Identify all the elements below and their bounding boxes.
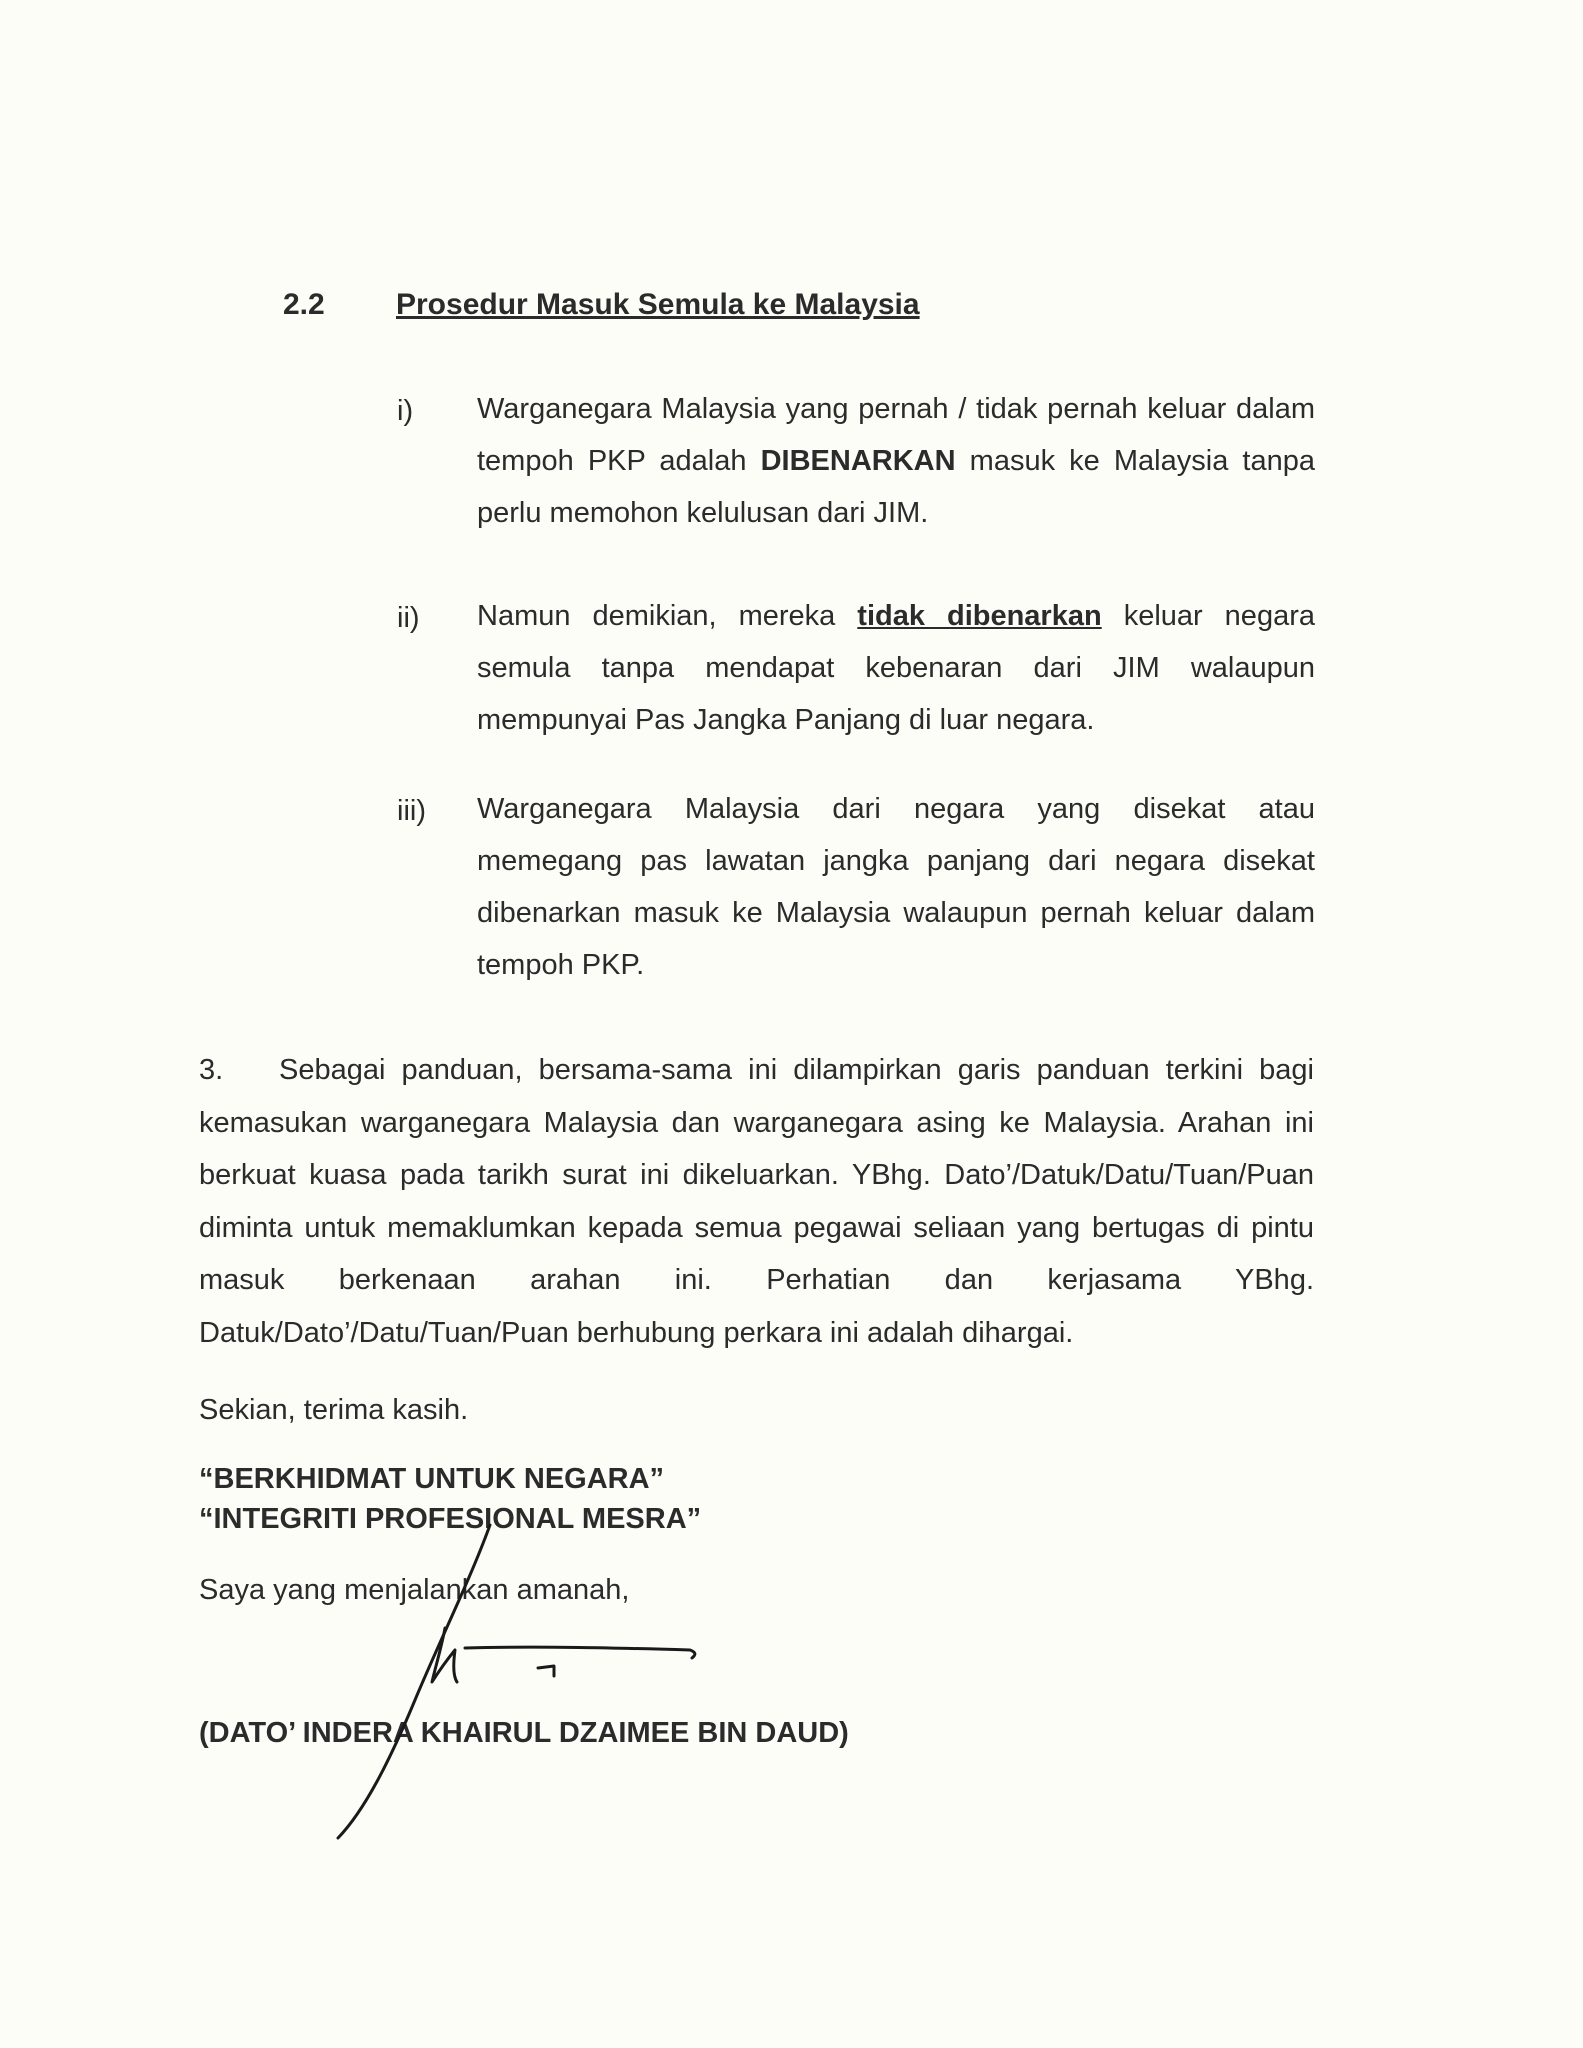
emphasis-text: tidak dibenarkan [857, 600, 1102, 632]
signature [320, 1520, 760, 1850]
list-item: Namun demikian, mereka tidak dibenarkan keluar negara semula tanpa mendapat kebenaran dari JIM walaupun mempunyai Pas Jangka Panjang di luar negara. [477, 600, 1315, 736]
motto-line: “BERKHIDMAT UNTUK NEGARA” [199, 1463, 665, 1495]
list-item: Warganegara Malaysia dari negara yang disekat atau memegang pas lawatan jangka panjang dari negara disekat dibenarkan masuk ke Malaysia walaupun pernah keluar dalam tempoh PKP. [477, 793, 1315, 981]
signoff-line: Saya yang menjalankan amanah, [199, 1574, 630, 1606]
list-item: Warganegara Malaysia yang pernah / tidak pernah keluar dalam tempoh PKP adalah DIBENARKAN masuk ke Malaysia tanpa perlu memohon kelulusan dari JIM. [477, 393, 1315, 529]
motto-line: “INTEGRITI PROFESIONAL MESRA” [199, 1503, 702, 1535]
item-label: i) [397, 395, 414, 427]
closing-line: Sekian, terima kasih. [199, 1394, 469, 1426]
signatory-name: (DATO’ INDERA KHAIRUL DZAIMEE BIN DAUD) [199, 1717, 849, 1749]
section-number: 2.2 [283, 288, 325, 321]
paragraph-number: 3. [199, 1054, 224, 1086]
item-label: iii) [397, 795, 426, 827]
paragraph-text: Sebagai panduan, bersama-sama ini dilampirkan garis panduan terkini bagi kemasukan warganegara Malaysia dan warganegara asing ke Malaysia. Arahan ini berkuat kuasa pada tarikh surat ini dikeluarkan. YBhg. Dato’/Datuk/Datu/Tuan/Puan diminta untuk memaklumkan kepada semua pegawai seliaan yang bertugas di pintu masuk berkenaan arahan ini. Perhatian dan kerjasama YBhg. Datuk/Dato’/Datu/Tuan/Puan berhubung perkara ini adalah dihargai. [199, 1054, 1314, 1349]
paragraph-3 [199, 1044, 1314, 1359]
item-label: ii) [397, 602, 420, 634]
section-title: Prosedur Masuk Semula ke Malaysia [396, 288, 920, 321]
emphasis-text: DIBENARKAN [760, 445, 956, 477]
